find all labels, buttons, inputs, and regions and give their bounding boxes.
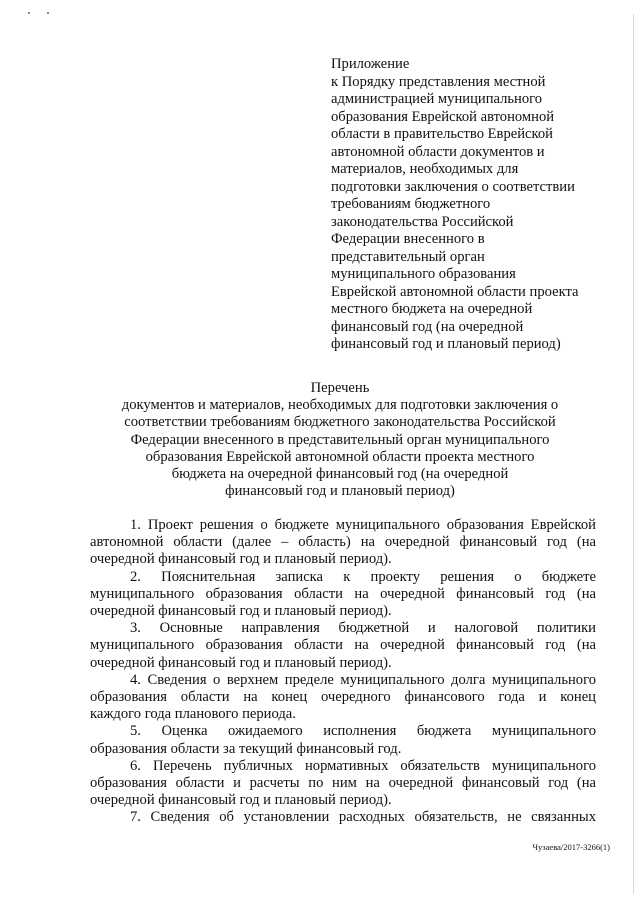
item-line: 1. Проект решения о бюджете муниципального образования Еврейской xyxy=(130,517,596,533)
appendix-line: образования Еврейской автономной xyxy=(331,108,555,125)
scan-speck xyxy=(28,12,30,14)
list-item-5 xyxy=(90,723,596,757)
item-line: очередной финансовый год и плановый период). xyxy=(90,654,392,671)
item-line: образования области за текущий финансовый год. xyxy=(90,740,402,757)
appendix-block xyxy=(331,56,611,354)
appendix-line: представительный орган xyxy=(331,248,485,265)
footer-code: Чузаева/2017-3266(1) xyxy=(532,842,610,852)
item-line: автономной области (далее – область) на очередной финансовый год (на xyxy=(90,534,596,551)
item-line: 6. Перечень публичных нормативных обязательств муниципального xyxy=(130,757,596,774)
item-line: образования области на конец очередного финансового года и конец xyxy=(90,689,596,706)
list-item-7 xyxy=(90,809,596,826)
heading-line: образования Еврейской автономной области проекта местного xyxy=(145,448,535,465)
item-line: муниципального образования области на очередной финансовый год (на xyxy=(90,637,596,654)
item-line: 5. Оценка ожидаемого исполнения бюджета муниципального xyxy=(130,723,596,740)
scan-speck xyxy=(47,12,49,14)
appendix-line: области в правительство Еврейской xyxy=(331,126,553,142)
item-line: муниципального образования области на очередной финансовый год (на xyxy=(90,585,596,602)
appendix-line: законодательства Российской xyxy=(331,213,514,230)
appendix-line: финансовый год (на очередной xyxy=(331,318,524,335)
list-item-3 xyxy=(90,620,596,672)
item-line: 3. Основные направления бюджетной и налоговой политики xyxy=(130,620,596,637)
item-line: очередной финансовый год и плановый период). xyxy=(90,551,392,568)
document-heading xyxy=(70,380,610,500)
appendix-line: финансовый год и плановый период) xyxy=(331,336,561,352)
appendix-line: Федерации внесенного в xyxy=(331,231,485,247)
item-line: каждого года планового периода. xyxy=(90,706,296,723)
list-item-1 xyxy=(90,517,596,569)
scan-edge xyxy=(633,14,634,894)
item-line: очередной финансовый год и плановый период). xyxy=(90,603,392,620)
appendix-line: автономной области документов и xyxy=(331,143,545,160)
heading-line: документов и материалов, необходимых для подготовки заключения о xyxy=(121,397,559,414)
item-line: 2. Пояснительная записка к проекту решения о бюджете xyxy=(130,568,596,585)
appendix-line: к Порядку представления местной xyxy=(331,73,546,90)
appendix-line: требованиям бюджетного xyxy=(331,196,491,212)
list-item-4 xyxy=(90,672,596,724)
item-line: 4. Сведения о верхнем пределе муниципального долга муниципального xyxy=(130,671,596,688)
appendix-line: Приложение xyxy=(331,56,410,72)
heading-line: финансовый год и плановый период) xyxy=(225,483,455,500)
item-line: образования области и расчеты по ним на очередной финансовый год (на xyxy=(90,775,596,792)
appendix-line: местного бюджета на очередной xyxy=(331,301,533,317)
list-item-2 xyxy=(90,569,596,621)
heading-title: Перечень xyxy=(310,380,370,396)
heading-line: соответствии требованиям бюджетного законодательства Российской xyxy=(124,414,556,431)
appendix-line: администрацией муниципального xyxy=(331,91,543,107)
appendix-line: материалов, необходимых для xyxy=(331,161,519,177)
heading-line: бюджета на очередной финансовый год (на очередной xyxy=(171,466,509,483)
items-list xyxy=(90,517,596,827)
heading-line: Федерации внесенного в представительный орган муниципального xyxy=(130,431,550,448)
list-item-6 xyxy=(90,758,596,810)
appendix-line: подготовки заключения о соответствии xyxy=(331,178,575,195)
item-line: 7. Сведения об установлении расходных обязательств, не связанных xyxy=(130,809,596,826)
item-line: очередной финансовый год и плановый период). xyxy=(90,792,392,809)
appendix-line: Еврейской автономной области проекта xyxy=(331,283,579,300)
appendix-line: муниципального образования xyxy=(331,266,516,282)
